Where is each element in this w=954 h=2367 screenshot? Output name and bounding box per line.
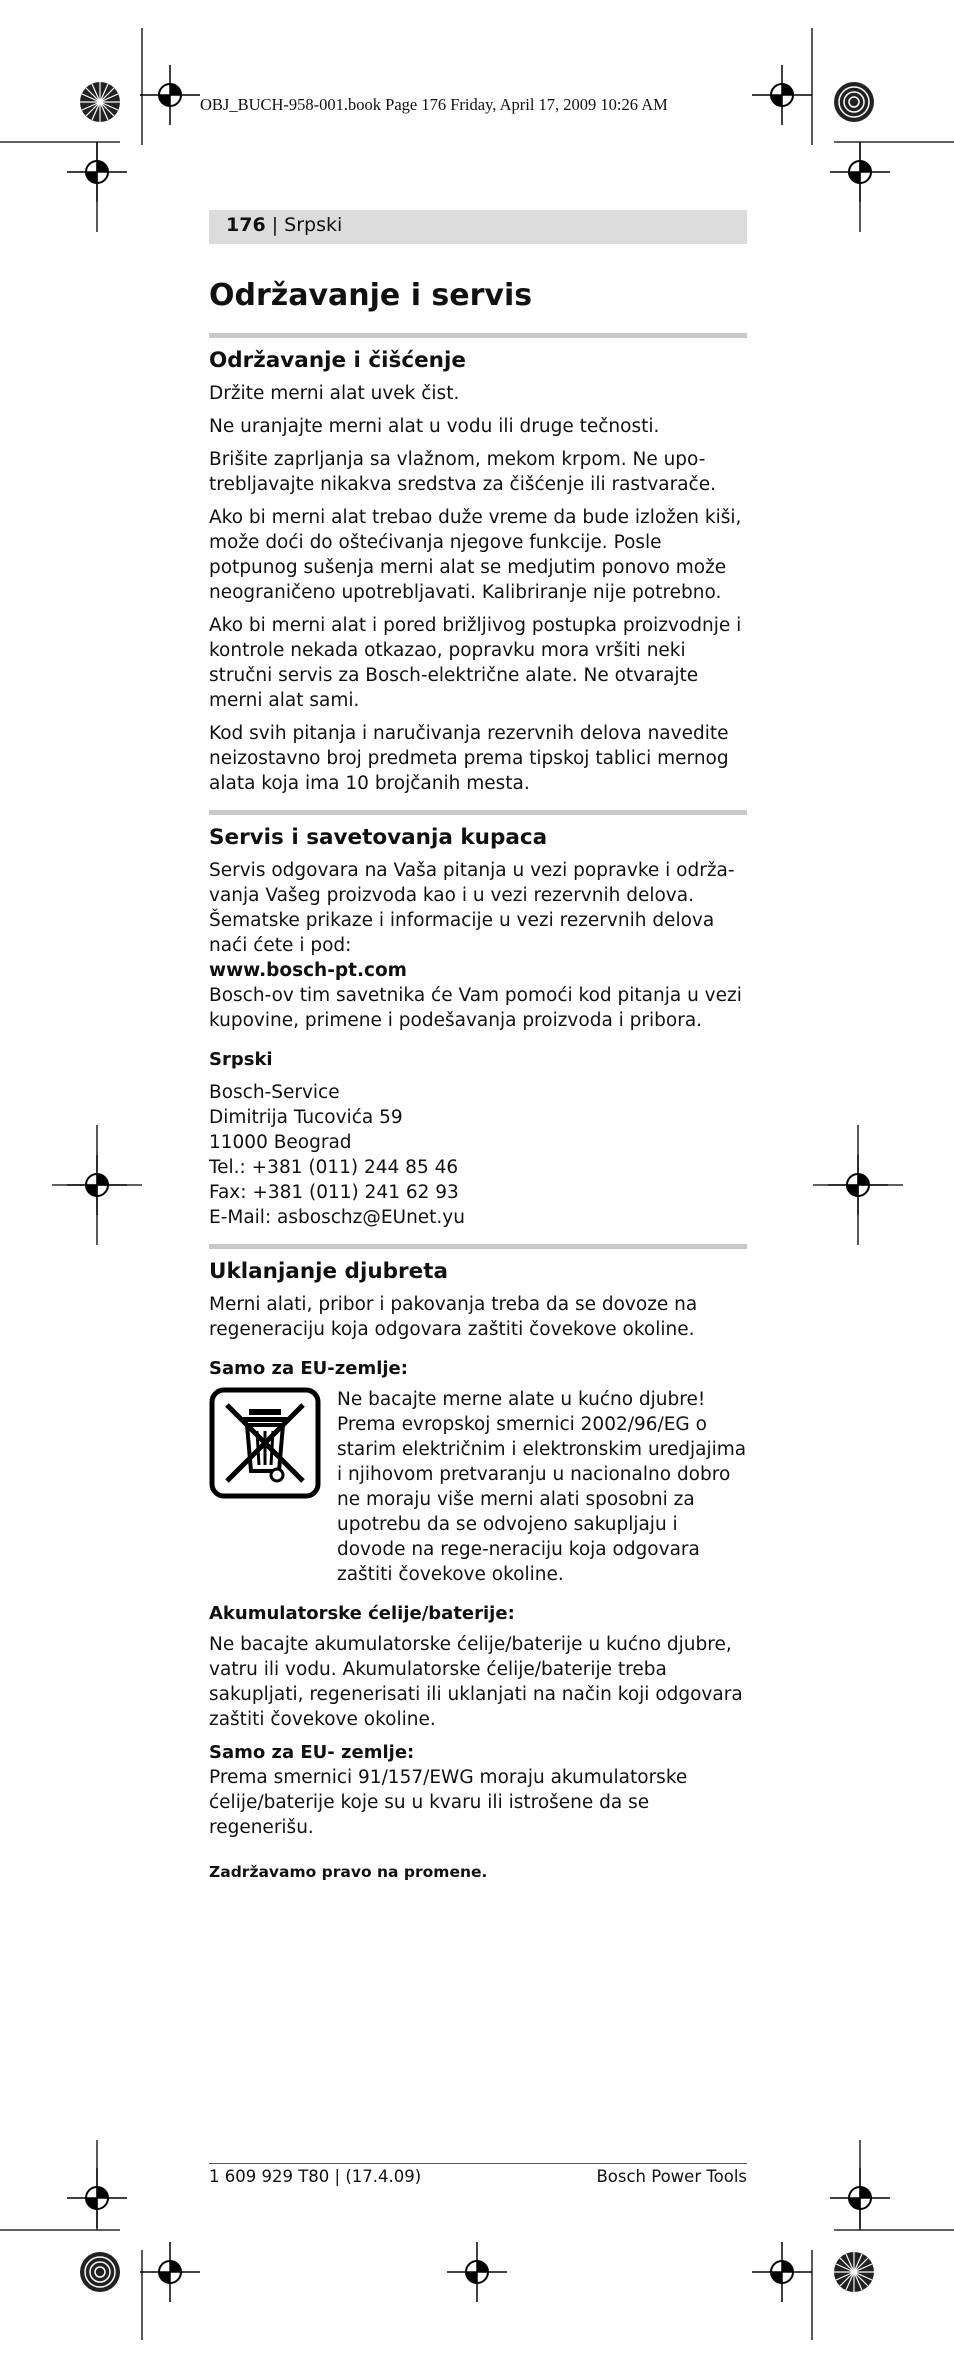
print-info: OBJ_BUCH-958-001.book Page 176 Friday, April 17, 2009 10:26 AM [200,95,668,114]
weee-text: Ne bacajte merne alate u kućno djubre! Prema evropskoj smernici 2002/96/EG o starim električnim i elektronskim uredjajima i njihovom pretvaranju u nacionalno dobro ne moraju više merni alati sposobni za upotrebu da se odvojeno sakupljaju i dovode na rege-neraciju koja odgovara zaštiti čovekove okoline. [337,1389,747,1585]
address-line: 11000 Beograd [209,1132,352,1153]
paragraph: Držite merni alat uvek čist. [209,383,460,404]
website-link[interactable]: www.bosch-pt.com [209,960,407,981]
section-divider [209,1244,747,1249]
section-heading-disposal: Uklanjanje djubreta [209,1259,448,1284]
color-target-icon [834,82,874,122]
eu-heading: Samo za EU-zemlje: [209,1358,408,1379]
registration-mark-icon [140,2242,200,2302]
fax-line: Fax: +381 (011) 241 62 93 [209,1182,459,1203]
registration-mark-icon [752,65,812,125]
registration-mark-icon [447,2242,507,2302]
paragraph: Merni alati, pribor i pakovanja treba da se dovoze na regeneraciju koja odgovara zaštiti čovekove okoline. [209,1294,698,1340]
registration-mark-icon [752,2242,812,2302]
page-title: Održavanje i servis [209,278,533,313]
paragraph: Servis odgovara na Vaša pitanja u vezi popravke i održa-vanja Vašeg proizvoda kao i u vezi rezervnih delova. Šematske prikaze i informacije u vezi rezervnih delova naći ćete i pod: [209,860,735,956]
email-line: E-Mail: asboschz@EUnet.yu [209,1207,465,1228]
footer-divider [209,2163,747,2164]
header-separator: | [265,214,285,236]
page-number: 176 [226,214,266,236]
main-content [209,270,747,1893]
section-heading-service: Servis i savetovanja kupaca [209,825,548,850]
section-divider [209,333,747,338]
address-line: Dimitrija Tucovića 59 [209,1107,403,1128]
paragraph: Prema smernici 91/157/EWG moraju akumulatorske ćelije/baterije koje su u kvaru ili istrošene da se regenerišu. [209,1767,688,1838]
color-target-icon [80,2252,120,2292]
service-address [209,1080,747,1230]
country-heading: Srpski [209,1049,273,1070]
paragraph: Ne bacajte akumulatorske ćelije/baterije u kućno djubre, vatru ili vodu. Akumulatorske ćelije/baterije treba sakupljati, regenerisati ili uklanjati na način koji odgovara zaštiti čovekove okoline. [209,1634,743,1730]
weee-block [209,1387,747,1587]
paragraph: Brišite zaprljanja sa vlažnom, mekom krpom. Ne upo-trebljavajte nikakva sredstva za čišćenje ili rastvarače. [209,449,716,495]
address-line: Bosch-Service [209,1082,340,1103]
paragraph: Kod svih pitanja i naručivanja rezervnih delova navedite neizostavno broj predmeta prema tipskoj tablici mernog alata koja ima 10 brojčanih mesta. [209,723,729,794]
weee-bin-icon [209,1387,321,1499]
page-header [226,214,342,236]
paragraph: Ako bi merni alat i pored brižljivog postupka proizvodnje i kontrole nekada otkazao, popravku mora vršiti neki stručni servis za Bosch-električne alate. Ne otvarajte merni alat sami. [209,615,742,711]
paragraph: Ne uranjajte merni alat u vodu ili druge tečnosti. [209,416,660,437]
paragraph: Ako bi merni alat trebao duže vreme da bude izložen kiši, može doći do oštećivanja njegove funkcije. Posle potpunog sušenja merni alat se medjutim ponovo može neograničeno upotrebljavati. Kalibriranje nije potrebno. [209,507,742,603]
header-language: Srpski [284,214,343,236]
paragraph: Bosch-ov tim savetnika će Vam pomoći kod pitanja u vezi kupovine, primene i podešavanja proizvoda i pribora. [209,985,742,1031]
battery-heading: Akumulatorske ćelije/baterije: [209,1603,515,1624]
registration-mark-icon [140,65,200,125]
phone-line: Tel.: +381 (011) 244 85 46 [209,1157,459,1178]
footer-brand: Bosch Power Tools [596,2167,747,2186]
color-target-icon [834,2252,874,2292]
eu2-heading: Samo za EU- zemlje: [209,1742,415,1763]
change-notice: Zadržavamo pravo na promene. [209,1863,488,1881]
color-target-icon [80,82,120,122]
footer-doc-number: 1 609 929 T80 | (17.4.09) [209,2167,422,2186]
section-divider [209,810,747,815]
section-heading-maintenance: Održavanje i čišćenje [209,348,466,373]
